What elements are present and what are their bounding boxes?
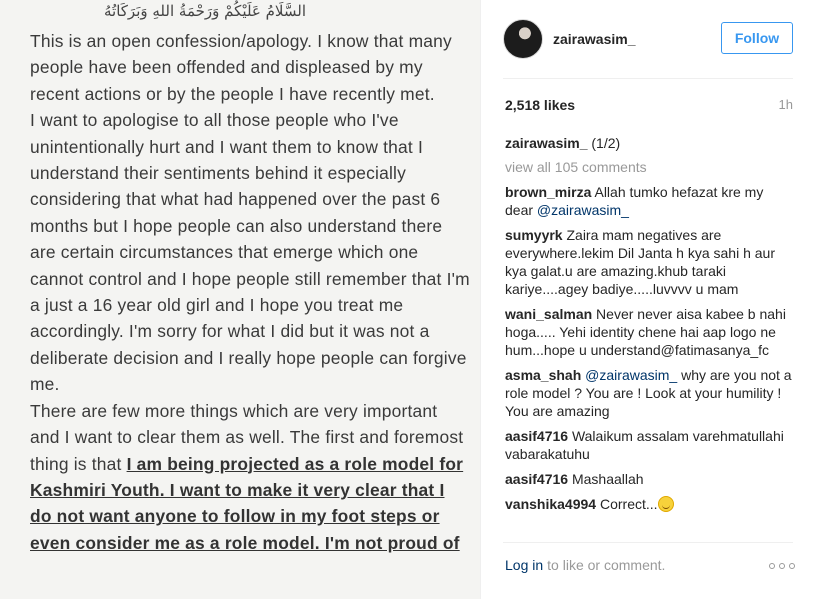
divider [503, 78, 793, 79]
comment-mention[interactable]: @zairawasim_ [536, 202, 629, 218]
follow-button[interactable]: Follow [721, 22, 793, 54]
comment [505, 226, 795, 298]
caption-text: (1/2) [591, 135, 621, 151]
comments-list [505, 134, 795, 520]
comment-username[interactable]: sumyyrk [505, 227, 563, 243]
post-note-text [30, 28, 470, 556]
comment-text: Walaikum assalam varehmatullahi vabarakatuhu [505, 428, 784, 462]
comment-username[interactable]: brown_mirza [505, 184, 592, 200]
avatar[interactable] [503, 19, 543, 59]
arabic-greeting: السَّلَامُ عَلَيْكُمْ وَرَحْمَةُ اللهِ وَبَرَكَاتُهُ [104, 2, 306, 20]
comment-username[interactable]: aasif4716 [505, 428, 569, 444]
comment [505, 183, 795, 219]
comment-text: Never never aisa kabee b nahi hoga..... Yehi identity chene hai aap logo ne hum...hope u understand@fatimasanya_fc [505, 306, 786, 358]
comment-username[interactable]: aasif4716 [505, 471, 569, 487]
comment-username[interactable]: vanshika4994 [505, 496, 597, 512]
post-time[interactable]: 1h [778, 97, 793, 112]
comment [505, 305, 795, 359]
comment-text: why are you not a role model ? You are ! Look at your humility ! You are amazing [505, 367, 792, 419]
caption-username[interactable]: zairawasim_ [505, 135, 588, 151]
likes-count[interactable]: 2,518 likes [505, 97, 576, 113]
note-paragraph-3-plain: There are few more things which are very important and I want to clear them as well. The first and foremost thing is that [30, 400, 464, 474]
more-dot-icon [789, 563, 795, 569]
comment-text: Mashaallah [571, 471, 644, 487]
more-dot-icon [779, 563, 785, 569]
post-header [503, 18, 793, 60]
comment [505, 366, 795, 420]
comment-text: Allah tumko hefazat kre my dear [505, 184, 764, 218]
divider [503, 542, 793, 543]
comment-mention[interactable]: @zairawasim_ [585, 367, 678, 383]
more-options-icon[interactable] [769, 559, 795, 573]
note-paragraph-3 [30, 398, 470, 556]
smiley-emoji-icon [658, 496, 674, 512]
comment-username[interactable]: asma_shah [505, 367, 582, 383]
login-prompt [505, 557, 795, 573]
comment-text: Zaira mam negatives are everywhere.lekim Dil Janta h kya sahi h aur kya galat.u are amazing.khub taraki kariye....agey badiye.....luvvvv u mam [505, 227, 776, 297]
username-link[interactable]: zairawasim_ [553, 31, 636, 47]
view-all-comments-link[interactable]: view all 105 comments [505, 159, 647, 175]
comment-text: Correct... [599, 496, 658, 512]
comment [505, 427, 795, 463]
post-sidebar [480, 0, 813, 599]
login-prompt-text: to like or comment. [547, 557, 666, 573]
note-paragraph-2: I want to apologise to all those people who I've unintentionally hurt and I want them to know that I understand their sentiments behind it especially considering that what had happened over the past 6 months but I hope people can also understand there are certain circumstances that emerge which one cannot control and I hope people still remember that I'm a just a 16 year old girl and I hope you treat me accordingly. I'm sorry for what I did but it was not a deliberate decision and I really hope people can forgive me. [30, 110, 470, 395]
likes-row [505, 97, 793, 113]
comment-username[interactable]: wani_salman [505, 306, 593, 322]
comment [505, 495, 795, 513]
caption [505, 134, 795, 152]
note-paragraph-1: This is an open confession/apology. I know that many people have been offended and displeased by my recent actions or by the people I have recently met. [30, 31, 452, 104]
comment [505, 470, 795, 488]
more-dot-icon [769, 563, 775, 569]
login-link[interactable]: Log in [505, 557, 544, 573]
note-paragraph-3-emphasis: I am being projected as a role model for Kashmiri Youth. I want to make it very clear that I do not want anyone to follow in my foot steps or even consider me as a role model. I'm not proud of [30, 453, 464, 553]
